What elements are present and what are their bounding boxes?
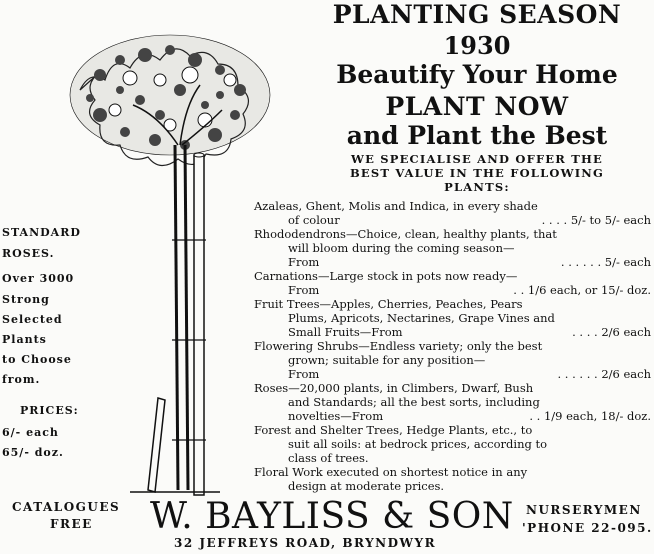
headline-plant-the-best: and Plant the Best bbox=[346, 121, 608, 150]
headline-year: 1930 bbox=[443, 31, 511, 60]
intro-line-3: PLANTS: bbox=[444, 180, 510, 194]
standard-rose-tree-icon bbox=[20, 20, 290, 500]
forest-line-2: suit all soils: at bedrock prices, according to bbox=[288, 437, 548, 451]
headline-planting-season: PLANTING SEASON bbox=[332, 0, 622, 29]
shrubs-line-2: grown; suitable for any position— bbox=[288, 353, 486, 367]
azaleas-line-2: of colour bbox=[288, 213, 340, 227]
rhododendrons-price: . . . . . . 5/- each bbox=[560, 255, 651, 269]
rhododendrons-line-2: will bloom during the coming season— bbox=[288, 241, 515, 255]
shrubs-from: From bbox=[288, 367, 320, 381]
left-roses: ROSES. bbox=[2, 247, 55, 260]
carnations-line-1: Carnations—Large stock in pots now ready— bbox=[254, 269, 518, 283]
left-to-choose: to Choose bbox=[2, 353, 72, 366]
roses-price: . . 1/9 each, 18/- doz. bbox=[529, 409, 651, 423]
rhododendrons-from: From bbox=[288, 255, 320, 269]
azaleas-line-1: Azaleas, Ghent, Molis and Indica, in every shade bbox=[254, 199, 538, 213]
carnations-from: From bbox=[288, 283, 320, 297]
azaleas-price: . . . . 5/- to 5/- each bbox=[541, 213, 651, 227]
left-price-doz: 65/- doz. bbox=[2, 446, 64, 459]
left-from: from. bbox=[2, 373, 41, 386]
left-selected: Selected bbox=[2, 313, 63, 326]
left-over-3000: Over 3000 bbox=[2, 272, 75, 285]
intro-line-2: BEST VALUE IN THE FOLLOWING bbox=[349, 166, 605, 180]
fruit-trees-from: Small Fruits—From bbox=[288, 325, 403, 339]
roses-line-2: and Standards; all the best sorts, including bbox=[288, 395, 540, 409]
fruit-trees-line-1: Fruit Trees—Apples, Cherries, Peaches, Pears bbox=[254, 297, 523, 311]
carnations-price: . . 1/6 each, or 15/- doz. bbox=[513, 283, 651, 297]
nurserymen-label: NURSERYMEN bbox=[526, 503, 642, 517]
left-standard: STANDARD bbox=[2, 226, 81, 239]
headline-plant-now: PLANT NOW bbox=[385, 92, 569, 121]
fruit-trees-price: . . . . 2/6 each bbox=[572, 325, 651, 339]
left-strong: Strong bbox=[2, 293, 50, 306]
free-label: FREE bbox=[50, 517, 93, 531]
rhododendrons-line-1: Rhododendrons—Choice, clean, healthy plants, that bbox=[254, 227, 557, 241]
intro-line-1: WE SPECIALISE AND OFFER THE bbox=[350, 152, 604, 166]
catalogues-label: CATALOGUES bbox=[12, 500, 121, 514]
shrubs-price: . . . . . . 2/6 each bbox=[557, 367, 651, 381]
floral-line-1: Floral Work executed on shortest notice in any bbox=[254, 465, 528, 479]
firm-name: W. BAYLISS & SON bbox=[150, 496, 514, 537]
phone-number: 'PHONE 22-095. bbox=[522, 521, 653, 535]
roses-line-1: Roses—20,000 plants, in Climbers, Dwarf, Bush bbox=[254, 381, 534, 395]
roses-novelties: novelties—From bbox=[288, 409, 384, 423]
shrubs-line-1: Flowering Shrubs—Endless variety; only the best bbox=[254, 339, 543, 353]
left-plants: Plants bbox=[2, 333, 47, 346]
left-price-each: 6/- each bbox=[2, 426, 59, 439]
address: 32 JEFFREYS ROAD, BRYNDWYR bbox=[174, 536, 437, 550]
left-prices: PRICES: bbox=[20, 404, 79, 417]
floral-line-2: design at moderate prices. bbox=[288, 479, 445, 493]
headline-beautify: Beautify Your Home bbox=[336, 60, 618, 89]
forest-line-3: class of trees. bbox=[288, 451, 369, 465]
fruit-trees-line-2: Plums, Apricots, Nectarines, Grape Vines and bbox=[288, 311, 555, 325]
forest-line-1: Forest and Shelter Trees, Hedge Plants, etc., to bbox=[254, 423, 533, 437]
